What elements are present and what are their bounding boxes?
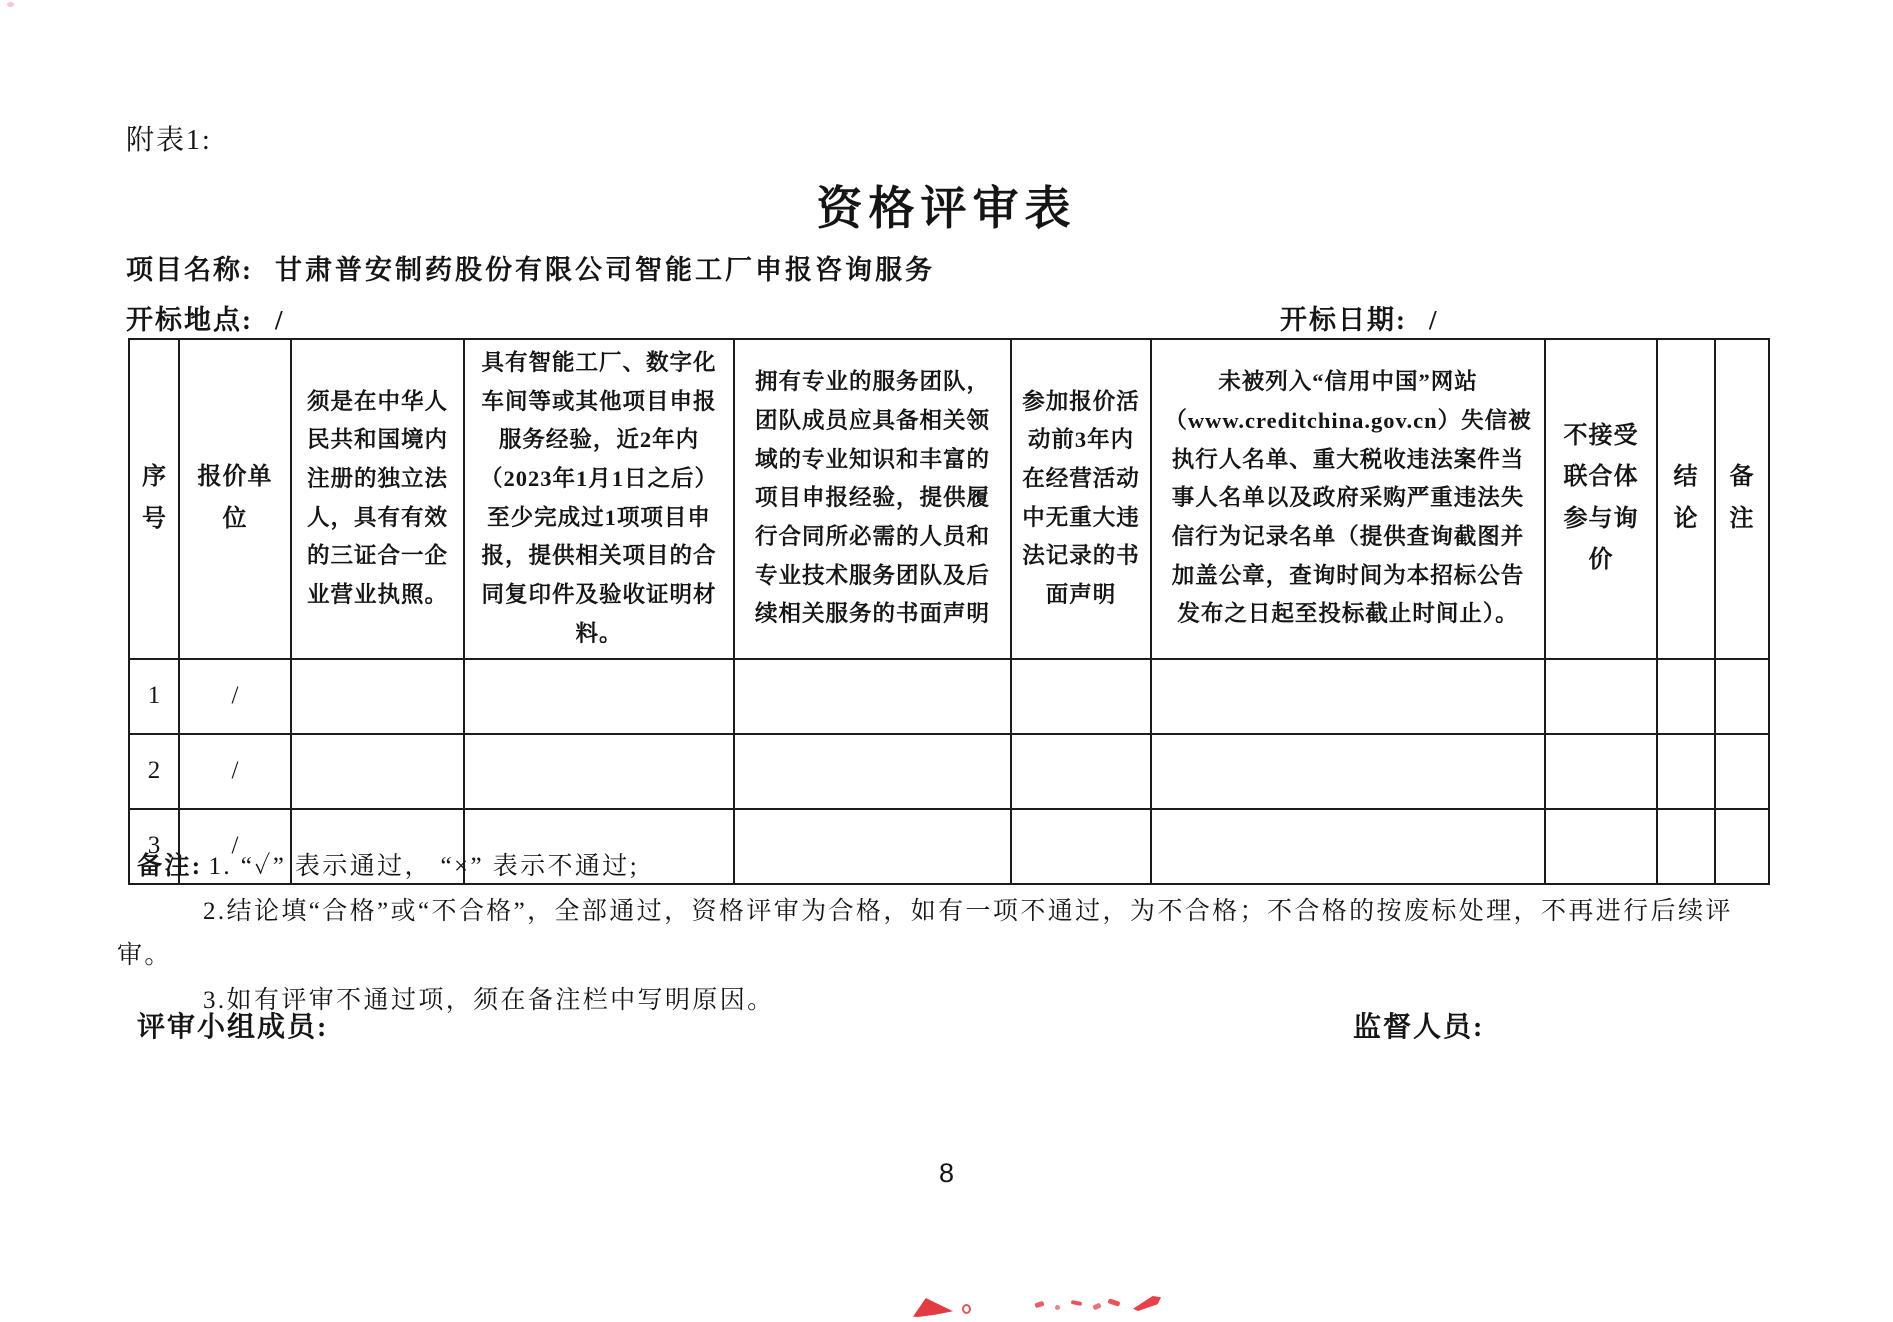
project-name-label: 项目名称: [126, 255, 253, 285]
cell-check [1011, 659, 1151, 734]
stamp-mark [1133, 1296, 1161, 1311]
cell-check [734, 734, 1011, 809]
note-item-2: 2.结论填“合格”或“不合格”，全部通过，资格评审为合格，如有一项不通过，为不合格；不合格的按废标处理，不再进行后续评审。 [117, 897, 1733, 969]
cell-check [1011, 734, 1151, 809]
review-team-label: 评审小组成员: [137, 1012, 329, 1043]
cell-bidder: / [179, 809, 291, 884]
bid-location-line [126, 298, 286, 337]
notes-label: 备注: [137, 853, 203, 880]
col-header-no-violation: 参加报价活动前3年内在经营活动中无重大违法记录的书面声明 [1011, 339, 1151, 659]
project-name-value: 甘肃普安制药股份有限公司智能工厂申报咨询服务 [275, 255, 935, 285]
stamp-mark [1055, 1305, 1060, 1310]
cell-check [1151, 659, 1545, 734]
note-item-1 [137, 845, 1769, 890]
col-header-conclusion: 结论 [1657, 339, 1715, 659]
stamp-mark [1034, 1301, 1044, 1309]
col-header-seq: 序号 [129, 339, 179, 659]
col-header-remarks: 备注 [1715, 339, 1769, 659]
col-header-credit-china: 未被列入“信用中国”网站（www.creditchina.gov.cn）失信被执行人名单、重大税收违法案件当事人名单以及政府采购严重违法失信行为记录名单（提供查询截图并加盖公章，查询时间为本招标公告发布之日起至投标截止时间止）。 [1151, 339, 1545, 659]
attachment-label: 附表1: [126, 125, 212, 156]
bid-location-label: 开标地点: [126, 305, 253, 335]
project-name-line [126, 248, 935, 287]
bid-date-value: / [1429, 305, 1440, 335]
bid-date-line [1280, 298, 1440, 337]
cell-conclusion [1657, 734, 1715, 809]
col-header-no-consortium: 不接受联合体参与询价 [1545, 339, 1657, 659]
page-title: 资格评审表 [816, 183, 1077, 234]
scan-artifact-speck [7, 2, 14, 7]
table-row [129, 659, 1769, 734]
cell-check [734, 659, 1011, 734]
cell-check [464, 734, 734, 809]
cell-seq: 1 [129, 659, 179, 734]
cell-seq: 2 [129, 734, 179, 809]
cell-check [1545, 659, 1657, 734]
bid-date-label: 开标日期: [1280, 305, 1407, 335]
cell-bidder: / [179, 659, 291, 734]
stamp-mark [962, 1304, 971, 1314]
cell-check [291, 734, 464, 809]
note-1-text: 1. “✓” 表示通过， “×” 表示不通过; [208, 853, 640, 880]
cell-check [464, 659, 734, 734]
table-row [129, 734, 1769, 809]
cell-bidder: / [179, 734, 291, 809]
remarks-section [117, 845, 1769, 1023]
page-number: 8 [938, 1158, 955, 1188]
qualification-review-table [128, 338, 1770, 885]
supervisor-label: 监督人员: [1353, 1012, 1485, 1043]
stamp-mark [1108, 1298, 1121, 1306]
table-header-row [129, 339, 1769, 659]
col-header-legal-entity: 须是在中华人民共和国境内注册的独立法人，具有有效的三证合一企业营业执照。 [291, 339, 464, 659]
stamp-mark [1071, 1300, 1083, 1306]
cell-check [1151, 734, 1545, 809]
stamp-mark [913, 1298, 953, 1317]
col-header-experience: 具有智能工厂、数字化车间等或其他项目申报服务经验，近2年内（2023年1月1日之后）至少完成过1项项目申报，提供相关项目的合同复印件及验收证明材料。 [464, 339, 734, 659]
red-stamp-fragment [905, 1290, 1205, 1322]
bid-location-value: / [275, 305, 286, 335]
col-header-bidder: 报价单位 [179, 339, 291, 659]
cell-conclusion [1657, 659, 1715, 734]
cell-check [291, 659, 464, 734]
note-item-3: 3.如有评审不通过项，须在备注栏中写明原因。 [203, 986, 775, 1014]
cell-remarks [1715, 734, 1769, 809]
cell-remarks [1715, 659, 1769, 734]
cell-seq: 3 [129, 809, 179, 884]
col-header-team: 拥有专业的服务团队，团队成员应具备相关领域的专业知识和丰富的项目申报经验，提供履行合同所必需的人员和专业技术服务团队及后续相关服务的书面声明 [734, 339, 1011, 659]
stamp-mark [1092, 1303, 1101, 1311]
cell-check [1545, 734, 1657, 809]
